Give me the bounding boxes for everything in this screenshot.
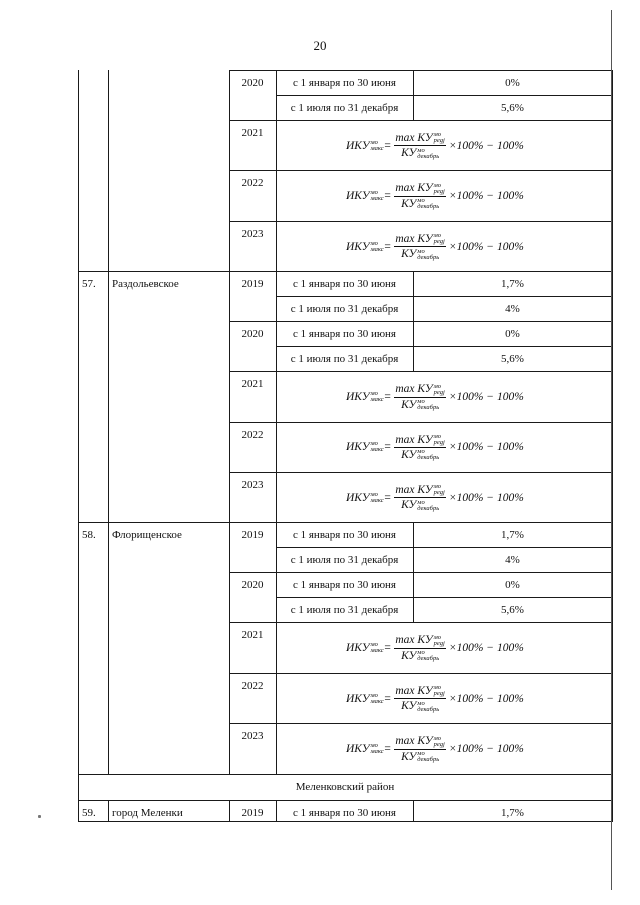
formula-den-scripts [417,701,439,713]
municipality-name: Раздольевское [112,278,179,291]
formula-den-sup: мо [417,749,425,757]
formula-den-sub: декабрь [417,253,440,261]
formula-num-text: max КУ [395,132,433,144]
formula-num-sub: pegj [433,187,445,195]
formula-num-text: max КУ [395,182,433,195]
period-value: 1,7% [501,529,524,542]
formula-den-sup: мо [417,397,425,405]
formula-den-sub: декабрь [417,403,440,411]
formula-num-scripts [434,736,445,748]
formula-lhs: ИКУ [346,642,370,655]
col-rule-name [108,522,109,773]
formula-lhs: ИКУ [346,391,370,404]
row-number: 59. [82,806,96,819]
formula-numerator [394,685,445,699]
period-value: 4% [505,303,520,316]
formula-den-sup: мо [417,197,425,205]
formula-num-text: max КУ [395,433,433,446]
col-rule-name [108,70,109,271]
formula-fraction [394,634,445,662]
formula-den-sup: мо [417,448,425,456]
period-separator [276,346,613,347]
formula-den-text: КУ [401,147,417,160]
formula-lhs-sup: мо [370,641,378,649]
formula-tail: ×100% − 100% [448,190,524,203]
formula-numerator [394,735,445,749]
formula-den-scripts [417,249,439,261]
formula-num-sub: pegj [433,639,445,647]
year-cell: 2022 [241,177,264,190]
formula-lhs-scripts [371,441,384,453]
formula-denominator [401,448,439,461]
formula-numerator [394,182,445,196]
formula-num-sup: мо [433,181,442,189]
formula-den-text: КУ [401,448,417,461]
formula-fraction [394,132,445,160]
formula-num-text: max КУ [395,684,433,697]
col-rule [276,800,277,822]
col-rule-right [612,271,613,522]
district-header: Меленковский район [295,780,395,793]
formula-equals: = [383,391,392,404]
formula-den-sub: декабрь [417,203,440,211]
formula-equals: = [383,743,392,756]
col-rule-period [276,522,277,773]
formula-equals: = [383,240,392,253]
table-bottom-rule [78,821,613,822]
period-label: с 1 января по 30 июня [292,529,396,542]
period-label: с 1 июля по 31 декабря [290,303,399,316]
formula-den-sub: декабрь [417,705,440,713]
formula-tail: ×100% − 100% [448,642,524,655]
col-rule-right [612,522,613,773]
year-separator [229,321,613,322]
formula-tail: ×100% − 100% [448,491,524,504]
index-formula [346,634,524,662]
formula-den-sup: мо [417,498,425,506]
formula-num-text: max КУ [395,735,433,748]
formula-lhs-sub: макс [370,496,384,504]
period-value: 5,6% [501,353,524,366]
formula-numerator [394,383,445,397]
formula-den-sub: декабрь [417,655,440,663]
col-rule-right [612,70,613,271]
period-value: 1,7% [501,278,524,291]
formula-tail: ×100% − 100% [448,139,524,152]
period-divider [413,271,414,296]
period-label: с 1 июля по 31 декабря [290,353,399,366]
formula-num-sup: мо [433,734,442,742]
col-rule-right [612,774,613,800]
formula-den-sup: мо [417,247,425,255]
formula-den-text: КУ [401,750,417,763]
formula-lhs-scripts [371,492,384,504]
period-divider [413,95,414,120]
formula-denominator [401,699,439,712]
period-value: 0% [505,77,520,89]
page-edge-artifact [611,10,612,890]
col-rule-left [78,522,79,773]
formula-numerator [394,434,445,448]
formula-den-sub: декабрь [417,504,440,512]
period-label: с 1 июля по 31 декабря [290,102,399,114]
index-formula [346,233,524,261]
formula-num-sub: pegj [433,489,445,497]
formula-den-sub: декабрь [417,152,440,160]
formula-lhs-sup: мо [370,490,378,498]
formula-num-scripts [434,384,445,396]
year-separator [229,572,613,573]
formula-den-sup: мо [417,699,425,707]
index-formula [346,484,524,512]
formula-num-sub: pegj [433,388,445,396]
formula-equals: = [383,441,392,454]
period-divider [413,547,414,572]
formula-num-text: max КУ [395,383,433,396]
formula-lhs-sub: макс [370,144,384,152]
formula-num-scripts [434,233,445,245]
period-label: с 1 января по 30 июня [292,579,396,592]
year-separator [229,723,613,724]
formula-lhs: ИКУ [346,190,370,203]
formula-lhs-scripts [371,743,384,755]
formula-fraction [394,383,445,411]
col-rule-name [108,271,109,522]
formula-lhs: ИКУ [346,491,370,504]
formula-lhs-sub: макс [370,446,384,454]
formula-lhs-scripts [371,190,384,202]
year-cell: 2019 [241,278,264,291]
period-label: с 1 января по 30 июня [292,806,396,819]
formula-fraction [394,484,445,512]
col-rule [413,800,414,822]
formula-fraction [394,685,445,713]
formula-lhs-sup: мо [370,440,378,448]
formula-lhs-scripts [371,140,384,152]
formula-lhs-scripts [371,642,384,654]
formula-num-sub: pegj [433,438,445,446]
formula-den-sub: декабрь [417,454,440,462]
period-divider [413,296,414,321]
year-cell: 2019 [241,806,264,819]
year-separator [229,673,613,674]
formula-num-scripts [434,434,445,446]
formula-lhs-sup: мо [370,239,378,247]
formula-denominator [401,247,439,260]
formula-lhs-scripts [371,391,384,403]
formula-den-scripts [417,198,439,210]
index-formula [346,383,524,411]
formula-numerator [394,233,445,247]
col-rule-year [229,70,230,271]
index-formula [346,434,524,462]
period-separator [276,95,613,96]
formula-denominator [401,750,439,763]
period-separator [276,597,613,598]
table-top-rule [229,70,613,71]
year-cell: 2021 [241,629,264,642]
formula-denominator [401,498,439,511]
year-separator [229,170,613,171]
formula-fraction [394,735,445,763]
formula-lhs-sub: макс [370,647,384,655]
formula-lhs-sup: мо [370,742,378,750]
formula-equals: = [383,190,392,203]
formula-num-scripts [434,183,445,195]
col-rule-year [229,271,230,522]
period-divider [413,346,414,371]
formula-num-scripts [434,132,445,144]
formula-lhs-sub: макс [370,195,384,203]
index-formula [346,132,524,160]
period-value: 0% [505,328,520,341]
col-rule-left [78,70,79,271]
formula-lhs: ИКУ [346,441,370,454]
formula-den-text: КУ [401,248,417,261]
formula-numerator [394,634,445,648]
row-separator [78,271,613,272]
col-rule [78,800,79,822]
formula-den-scripts [417,449,439,461]
period-divider [413,70,414,95]
year-cell: 2023 [241,730,264,743]
formula-denominator [401,649,439,662]
year-separator [229,120,613,121]
formula-equals: = [383,491,392,504]
municipality-name: Флорищенское [112,529,182,542]
formula-lhs-sub: макс [370,245,384,253]
formula-num-sup: мо [433,131,442,139]
formula-den-text: КУ [401,197,417,210]
formula-lhs: ИКУ [346,743,370,756]
period-divider [413,321,414,346]
formula-lhs-sup: мо [370,691,378,699]
formula-denominator [401,146,439,159]
formula-num-sub: pegj [433,137,445,145]
formula-lhs-scripts [371,241,384,253]
year-cell: 2023 [241,227,264,240]
formula-lhs: ИКУ [346,692,370,705]
formula-num-sup: мо [433,382,442,390]
year-separator [229,472,613,473]
period-label: с 1 января по 30 июня [292,328,396,341]
col-rule-period [276,70,277,271]
year-cell: 2020 [241,328,264,341]
period-divider [413,522,414,547]
formula-num-text: max КУ [395,484,433,496]
formula-num-scripts [434,635,445,647]
formula-num-text: max КУ [395,232,433,245]
formula-tail: ×100% − 100% [448,240,524,253]
formula-tail: ×100% − 100% [448,441,524,454]
row-separator [78,522,613,523]
formula-lhs-sub: макс [370,748,384,756]
row-number: 58. [82,529,96,542]
formula-den-text: КУ [401,649,417,662]
year-cell: 2022 [241,428,264,441]
year-cell: 2021 [241,378,264,391]
period-label: с 1 января по 30 июня [292,278,396,291]
year-cell: 2019 [241,529,264,542]
period-separator [276,296,613,297]
index-formula [346,735,524,763]
year-cell: 2020 [241,77,264,89]
formula-den-text: КУ [401,700,417,713]
formula-num-scripts [434,484,445,496]
formula-num-sub: pegj [433,690,445,698]
period-label: с 1 января по 30 июня [292,77,396,89]
formula-num-sub: pegj [433,238,445,246]
municipality-name: город Меленки [112,806,183,819]
formula-num-sup: мо [433,483,442,491]
col-rule [108,800,109,822]
formula-denominator [401,398,439,411]
formula-numerator [394,484,445,498]
formula-lhs-sup: мо [370,189,378,197]
formula-fraction [394,182,445,210]
row-separator [78,800,613,801]
formula-den-scripts [417,148,439,160]
formula-lhs-scripts [371,693,384,705]
period-label: с 1 июля по 31 декабря [290,554,399,567]
formula-numerator [394,132,445,146]
formula-den-text: КУ [401,398,417,411]
period-value: 5,6% [501,604,524,617]
formula-denominator [401,197,439,210]
formula-lhs-sup: мо [370,390,378,398]
formula-den-scripts [417,399,439,411]
year-cell: 2023 [241,479,264,491]
formula-num-text: max КУ [395,634,433,647]
year-separator [229,622,613,623]
index-formula [346,182,524,210]
formula-tail: ×100% − 100% [448,391,524,404]
col-rule [612,800,613,822]
formula-num-sup: мо [433,684,442,692]
formula-equals: = [383,692,392,705]
col-rule-period [276,271,277,522]
formula-tail: ×100% − 100% [448,692,524,705]
period-label: с 1 июля по 31 декабря [290,604,399,617]
formula-fraction [394,233,445,261]
formula-lhs: ИКУ [346,139,370,152]
formula-lhs-sub: макс [370,697,384,705]
period-divider [413,597,414,622]
formula-equals: = [383,139,392,152]
year-cell: 2021 [241,127,264,139]
scan-speck [38,815,41,818]
row-number: 57. [82,278,96,291]
period-value: 5,6% [501,102,524,114]
formula-num-scripts [434,685,445,697]
col-rule [229,800,230,822]
period-value: 0% [505,579,520,592]
period-value: 1,7% [501,806,524,819]
col-rule-left [78,271,79,522]
formula-den-text: КУ [401,499,417,512]
year-separator [229,422,613,423]
period-divider [413,572,414,597]
formula-den-scripts [417,751,439,763]
col-rule-year [229,522,230,773]
period-separator [276,547,613,548]
period-value: 4% [505,554,520,567]
formula-lhs-sub: макс [370,396,384,404]
formula-fraction [394,434,445,462]
formula-den-sub: декабрь [417,755,440,763]
row-separator [78,774,613,775]
year-separator [229,371,613,372]
formula-num-sub: pegj [433,740,445,748]
formula-lhs: ИКУ [346,240,370,253]
year-cell: 2020 [241,579,264,592]
formula-den-sup: мо [417,649,425,657]
formula-num-sup: мо [433,633,442,641]
index-formula [346,685,524,713]
formula-den-scripts [417,500,439,512]
formula-den-scripts [417,650,439,662]
formula-num-sup: мо [433,432,442,440]
year-separator [229,221,613,222]
formula-den-sup: мо [417,146,425,154]
formula-equals: = [383,642,392,655]
page-number: 20 [313,38,327,53]
formula-lhs-sup: мо [370,138,378,146]
formula-tail: ×100% − 100% [448,743,524,756]
formula-num-sup: мо [433,232,442,240]
year-cell: 2022 [241,679,264,692]
